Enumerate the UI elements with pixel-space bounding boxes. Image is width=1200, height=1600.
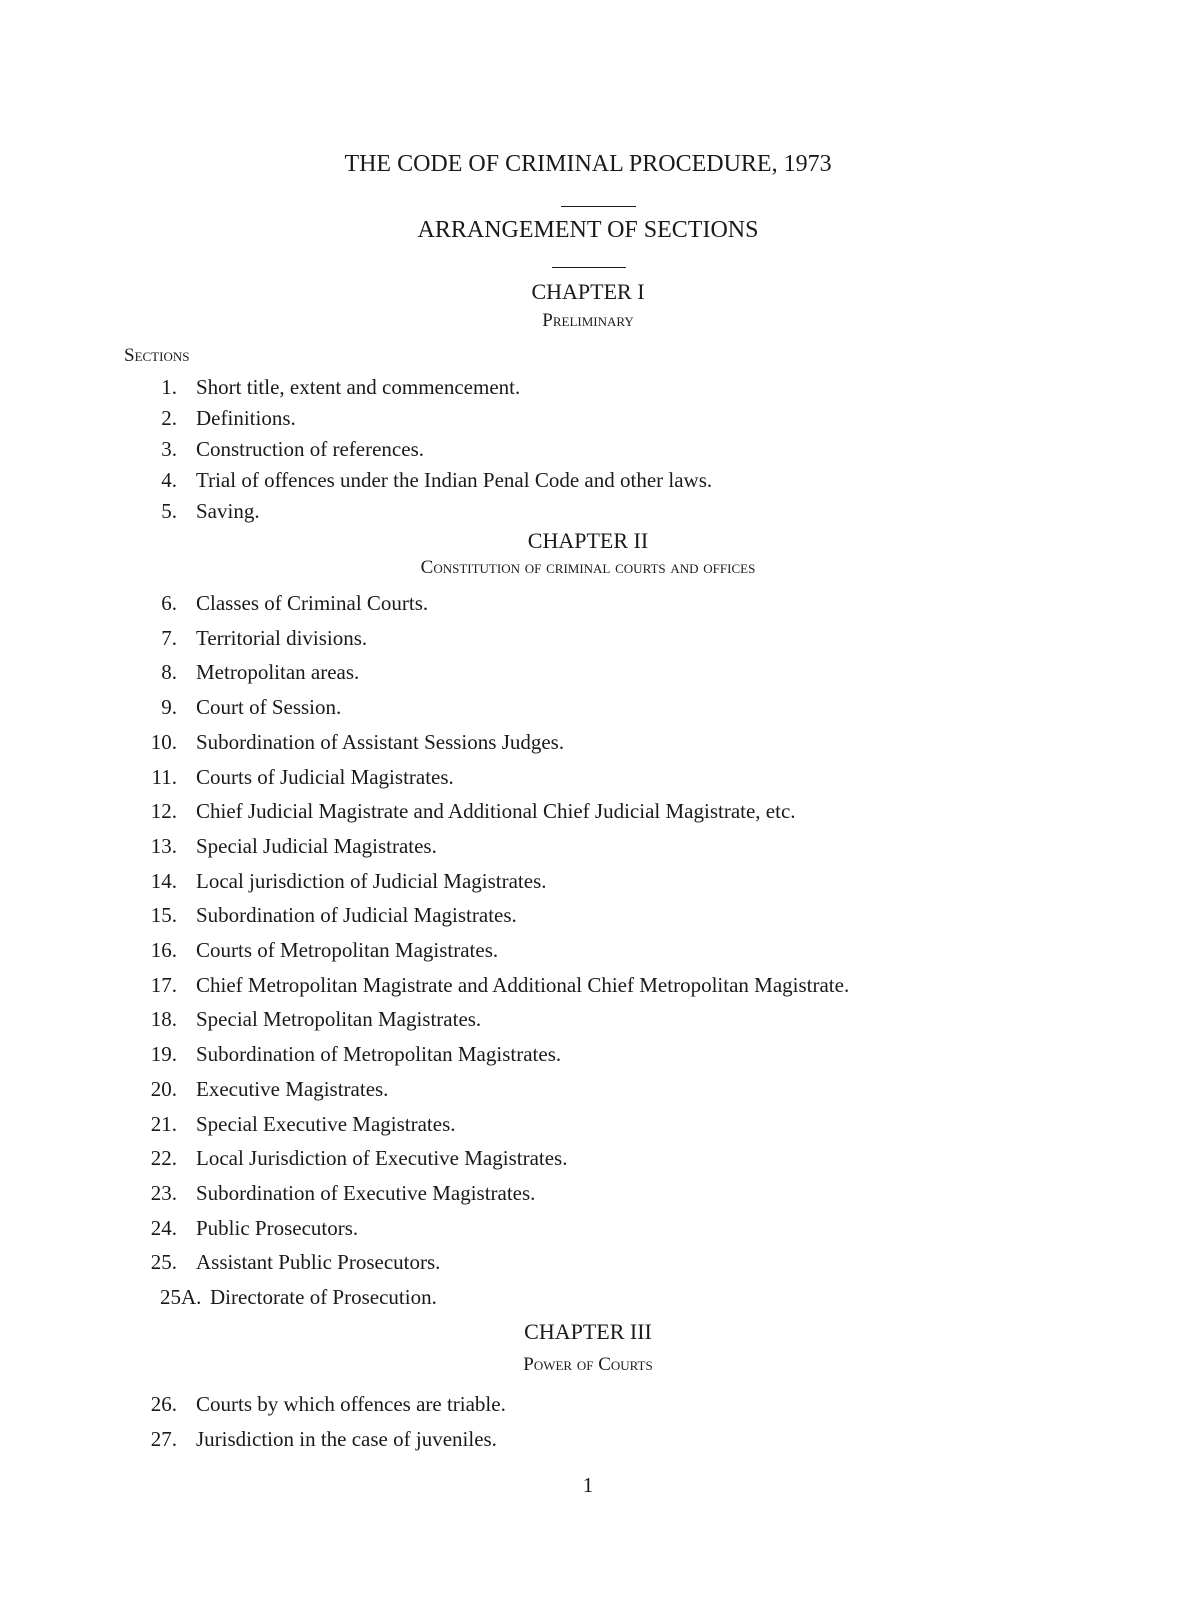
section-title: Classes of Criminal Courts. [196, 591, 429, 615]
chapter-subheading: Preliminary [542, 310, 634, 331]
sections-label: Sections [124, 345, 190, 366]
section-number: 3. [161, 437, 177, 461]
chapter-heading: CHAPTER III [524, 1319, 652, 1344]
section-number: 8. [161, 660, 177, 685]
section-number: 19. [150, 1042, 177, 1067]
section-number: 21. [150, 1111, 177, 1136]
section-title: Courts of Metropolitan Magistrates. [196, 938, 499, 962]
section-number: 17. [150, 972, 177, 997]
page-number: 1 [582, 1473, 594, 1497]
section-number: 9. [161, 695, 177, 720]
section-title: Special Judicial Magistrates. [196, 833, 437, 858]
section-title: Metropolitan areas. [196, 660, 360, 685]
section-title: Short title, extent and commencement. [196, 375, 521, 399]
section-title: Courts of Judicial Magistrates. [196, 764, 454, 789]
section-title: Construction of references. [196, 437, 424, 461]
section-number: 26. [150, 1392, 177, 1416]
section-number: 12. [150, 799, 177, 824]
section-number: 6. [161, 591, 177, 615]
section-title: Special Executive Magistrates. [196, 1111, 456, 1136]
section-number: 14. [150, 868, 177, 893]
section-number: 10. [150, 729, 177, 754]
section-number: 25. [150, 1250, 177, 1275]
chapter-heading: CHAPTER I [531, 279, 645, 304]
section-title: Directorate of Prosecution. [210, 1285, 437, 1309]
section-title: Chief Judicial Magistrate and Additional Chief Judicial Magistrate, etc. [196, 799, 796, 824]
section-number: 4. [161, 468, 177, 492]
chapter-subheading: Power of Courts [523, 1354, 653, 1375]
section-number: 20. [150, 1076, 177, 1101]
section-title: Trial of offences under the Indian Penal Code and other laws. [196, 468, 713, 492]
section-number: 13. [150, 833, 177, 858]
section-title: Local jurisdiction of Judicial Magistrates. [196, 868, 547, 893]
title-divider [561, 206, 636, 207]
document-subtitle: ARRANGEMENT OF SECTIONS [417, 217, 759, 243]
section-title: Subordination of Executive Magistrates. [196, 1180, 536, 1205]
section-title: Definitions. [196, 406, 296, 430]
section-title: Courts by which offences are triable. [196, 1392, 506, 1416]
section-number: 27. [150, 1426, 177, 1451]
section-number: 11. [151, 764, 177, 789]
section-title: Saving. [196, 499, 260, 523]
section-number: 25A. [160, 1285, 202, 1309]
chapter-subheading: Constitution of criminal courts and offices [420, 557, 756, 578]
section-title: Executive Magistrates. [196, 1076, 389, 1101]
section-number: 16. [150, 938, 177, 962]
subtitle-divider [552, 267, 626, 268]
section-number: 23. [150, 1180, 177, 1205]
section-title: Jurisdiction in the case of juveniles. [196, 1426, 497, 1451]
section-number: 15. [150, 903, 177, 928]
section-number: 2. [161, 406, 177, 430]
section-number: 24. [150, 1215, 177, 1240]
chapter-heading: CHAPTER II [527, 528, 649, 553]
section-title: Subordination of Judicial Magistrates. [196, 903, 517, 928]
section-title: Territorial divisions. [196, 625, 368, 650]
section-title: Subordination of Metropolitan Magistrates. [196, 1042, 562, 1067]
section-title: Subordination of Assistant Sessions Judges. [196, 729, 565, 754]
section-title: Court of Session. [196, 695, 342, 720]
section-title: Chief Metropolitan Magistrate and Additional Chief Metropolitan Magistrate. [196, 972, 850, 997]
section-number: 18. [150, 1007, 177, 1032]
section-number: 1. [161, 375, 177, 399]
document-title: THE CODE OF CRIMINAL PROCEDURE, 1973 [344, 151, 832, 177]
section-title: Local Jurisdiction of Executive Magistrates. [196, 1146, 568, 1171]
section-number: 5. [161, 499, 177, 523]
section-title: Public Prosecutors. [196, 1215, 359, 1240]
section-number: 22. [150, 1146, 177, 1171]
section-title: Assistant Public Prosecutors. [196, 1250, 441, 1275]
section-title: Special Metropolitan Magistrates. [196, 1007, 482, 1032]
section-number: 7. [161, 625, 177, 650]
